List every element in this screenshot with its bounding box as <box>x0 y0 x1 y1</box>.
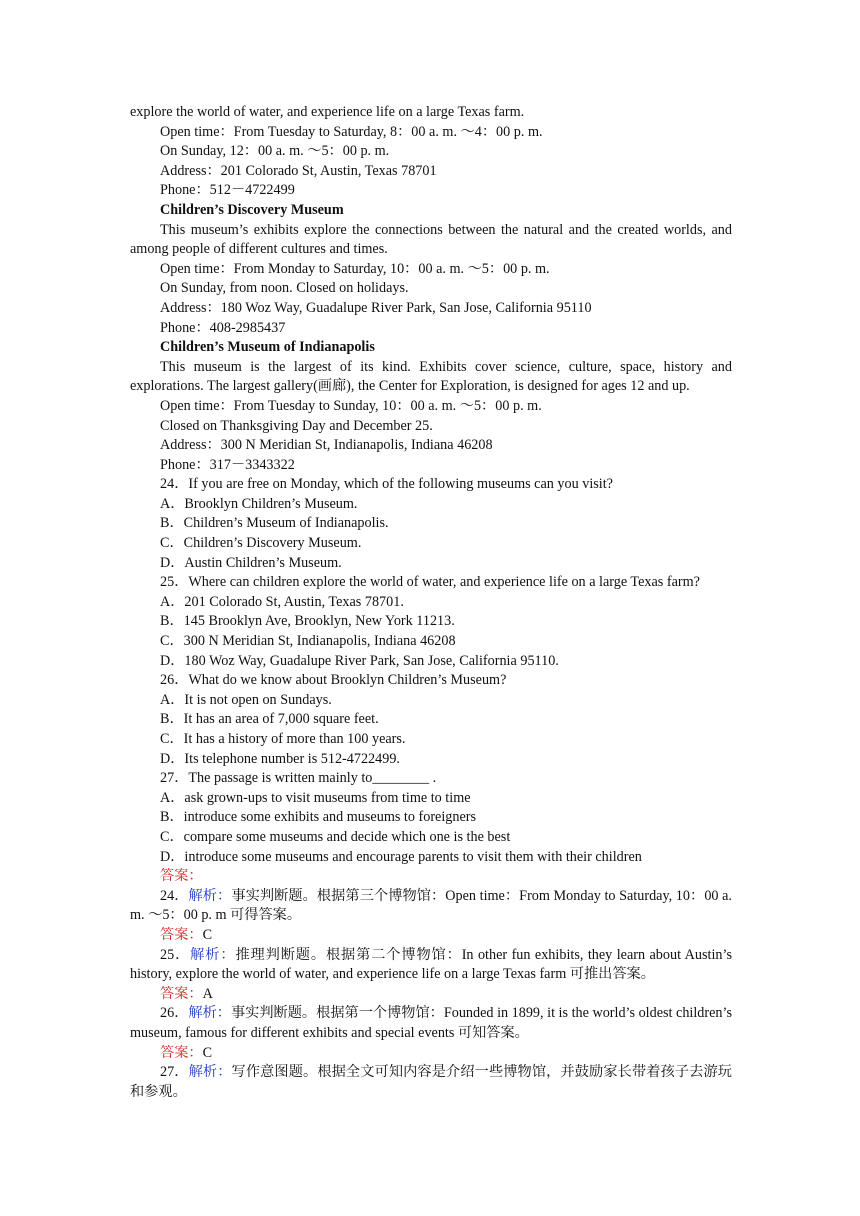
explanation-27-number: 27． <box>160 1064 189 1081</box>
question-26-stem: 26．What do we know about Brooklyn Children’s Museum? <box>160 672 507 689</box>
question-25-stem: 25．Where can children explore the world of water, and experience life on a large Texas farm? <box>160 574 700 591</box>
indianapolis-phone: Phone：317－3343322 <box>160 456 295 473</box>
answer-24 <box>130 926 732 946</box>
question-25-option-b: B．145 Brooklyn Ave, Brooklyn, New York 11213. <box>160 613 455 630</box>
question-26-option-c: C．It has a history of more than 100 years. <box>160 731 406 747</box>
austin-sunday-time: On Sunday, 12：00 a. m. ～5：00 p. m. <box>160 143 390 160</box>
explanation-27-label: 解析： <box>188 1064 232 1081</box>
question-27-option-b: B．introduce some exhibits and museums to foreigners <box>160 809 477 826</box>
explanation-27-text: 写作意图题。根据全文可知内容是介绍一些博物馆，并鼓励家长带着孩子去游玩和参观。 <box>130 1064 732 1100</box>
answers-heading: 答案： <box>160 868 203 885</box>
document-page <box>130 103 732 1102</box>
indianapolis-museum-description: This museum is the largest of its kind. Exhibits cover science, culture, space, history and explorations. The largest gallery(画廊), the Center for Exploration, is designed for ages 12 and up. <box>130 358 732 395</box>
indianapolis-closed-days: Closed on Thanksgiving Day and December 25. <box>160 417 433 434</box>
answer-26-label: 答案： <box>160 1044 203 1061</box>
discovery-museum-description: This museum’s exhibits explore the connections between the natural and the created worlds, and among people of different cultures and times. <box>130 221 732 258</box>
austin-address: Address：201 Colorado St, Austin, Texas 78701 <box>160 162 437 179</box>
question-26-option-d: D．Its telephone number is 512-4722499. <box>160 750 400 767</box>
question-26-option-b: B．It has an area of 7,000 square feet. <box>160 711 379 728</box>
question-27-stem: 27．The passage is written mainly to________ . <box>160 770 437 787</box>
question-24-option-c: C．Children’s Discovery Museum. <box>160 535 362 552</box>
explanation-24-number: 24． <box>160 887 189 904</box>
austin-phone: Phone：512－4722499 <box>160 182 295 199</box>
explanation-25 <box>130 946 732 985</box>
indianapolis-open-time: Open time：From Tuesday to Sunday, 10：00 a. m. ～5：00 p. m. <box>160 397 542 414</box>
question-24-option-d: D．Austin Children’s Museum. <box>160 554 342 571</box>
indianapolis-museum-title: Children’s Museum of Indianapolis <box>160 339 375 356</box>
question-24-stem: 24．If you are free on Monday, which of the following museums can you visit? <box>160 476 613 493</box>
explanation-25-label: 解析： <box>190 946 236 963</box>
answer-24-value: C <box>202 926 213 943</box>
indianapolis-address: Address：300 N Meridian St, Indianapolis, Indiana 46208 <box>160 437 493 454</box>
explanation-24-text: 事实判断题。根据第三个博物馆：Open time：From Monday to Saturday, 10：00 a. m. ～5：00 p. m 可得答案。 <box>130 887 732 924</box>
question-26-option-a: A．It is not open on Sundays. <box>160 691 332 708</box>
question-27-option-d: D．introduce some museums and encourage parents to visit them with their children <box>160 848 642 865</box>
explanation-27 <box>130 1063 732 1102</box>
explanation-24 <box>130 887 732 926</box>
discovery-sunday-time: On Sunday, from noon. Closed on holidays. <box>160 280 409 297</box>
answer-25-label: 答案： <box>160 985 203 1002</box>
explanation-25-number: 25． <box>160 946 191 963</box>
austin-continuation: explore the world of water, and experience life on a large Texas farm. <box>130 104 525 120</box>
explanation-26-label: 解析： <box>188 1005 231 1022</box>
discovery-address: Address：180 Woz Way, Guadalupe River Park, San Jose, California 95110 <box>160 299 592 316</box>
discovery-open-time: Open time：From Monday to Saturday, 10：00 a. m. ～5：00 p. m. <box>160 260 550 277</box>
question-27-option-c: C．compare some museums and decide which one is the best <box>160 828 511 845</box>
question-25-option-a: A．201 Colorado St, Austin, Texas 78701. <box>160 593 404 610</box>
discovery-phone: Phone：408-2985437 <box>160 319 286 336</box>
question-27-option-a: A．ask grown-ups to visit museums from time to time <box>160 789 471 806</box>
answer-24-label: 答案： <box>160 926 203 943</box>
question-24-option-b: B．Children’s Museum of Indianapolis. <box>160 515 389 532</box>
answer-26 <box>130 1044 732 1064</box>
question-24-option-a: A．Brooklyn Children’s Museum. <box>160 495 358 512</box>
austin-open-time: Open time：From Tuesday to Saturday, 8：00 a. m. ～4：00 p. m. <box>160 123 543 140</box>
explanation-24-label: 解析： <box>188 887 232 904</box>
answer-26-value: C <box>202 1044 213 1061</box>
answer-25-value: A <box>202 985 213 1002</box>
explanation-25-text: 推理判断题。根据第二个博物馆：In other fun exhibits, they learn about Austin’s history, explore the world of water, and experience life on a large Texas farm 可推出答案。 <box>130 946 732 983</box>
explanation-26-number: 26． <box>160 1005 189 1022</box>
question-25-option-d: D．180 Woz Way, Guadalupe River Park, San Jose, California 95110. <box>160 652 559 669</box>
explanation-26-text: 事实判断题。根据第一个博物馆：Founded in 1899, it is the world’s oldest children’s museum, famous for different exhibits and special events 可知答案。 <box>130 1005 732 1041</box>
discovery-museum-title: Children’s Discovery Museum <box>160 201 344 218</box>
explanation-26 <box>130 1004 732 1043</box>
question-25-option-c: C．300 N Meridian St, Indianapolis, Indiana 46208 <box>160 633 456 650</box>
answer-25 <box>130 985 732 1005</box>
